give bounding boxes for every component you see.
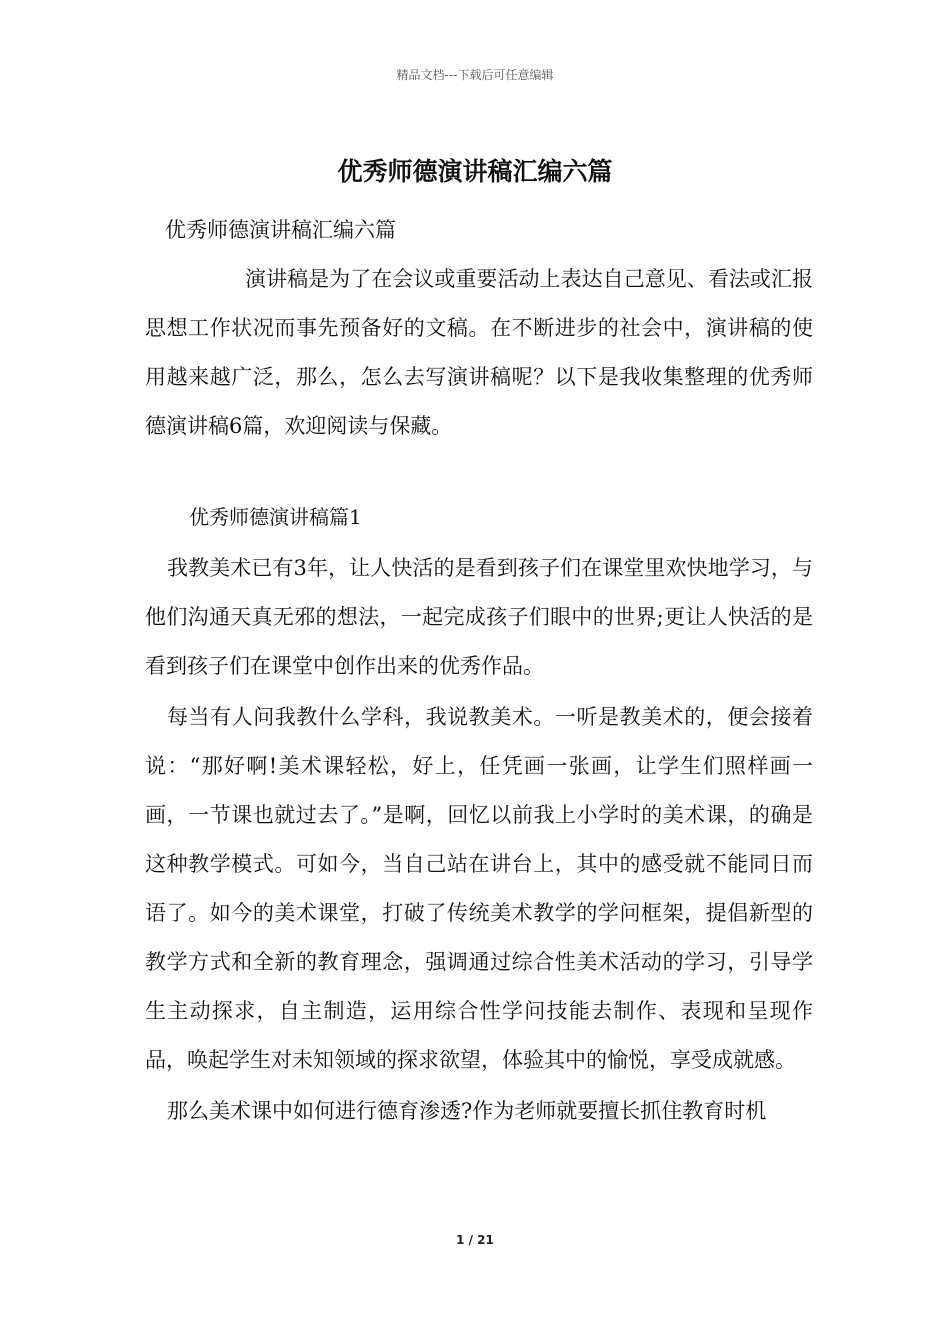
document-title: 优秀师德演讲稿汇编六篇	[337, 157, 613, 186]
document-subtitle: 优秀师德演讲稿汇编六篇	[165, 218, 396, 242]
body-paragraph: 我教美术已有3年，让人快活的是看到孩子们在课堂里欢快地学习，与他们沟通天真无邪的想法，一起完成孩子们眼中的世界;更让人快活的是看到孩子们在课堂中创作出来的优秀作品。	[145, 556, 813, 678]
body-paragraph: 那么美术课中如何进行德育渗透?作为老师就要擅长抓住教育时机	[167, 1099, 767, 1123]
body-paragraph: 每当有人问我教什么学科，我说教美术。一听是教美术的，便会接着说：“那好啊!美术课轻松，好上，任凭画一张画，让学生们照样画一画，一节课也就过去了。”是啊，回忆以前我上小学时的美术课，的确是这种教学模式。可如今，当自己站在讲台上，其中的感受就不能同日而语了。如今的美术课堂，打破了传统美术教学的学问框架，提倡新型的教学方式和全新的教育理念，强调通过综合性美术活动的学习，引导学生主动探求，自主制造，运用综合性学问技能去制作、表现和呈现作品，唤起学生对未知领域的探求欲望，体验其中的愉悦，享受成就感。	[145, 705, 813, 1072]
page-number: 1 / 21	[456, 1233, 494, 1247]
section-heading: 优秀师德演讲稿篇1	[189, 505, 362, 529]
document-body	[145, 206, 813, 1136]
page-header-note: 精品文档---下载后可任意编辑	[396, 68, 554, 82]
intro-paragraph: 演讲稿是为了在会议或重要活动上表达自己意见、看法或汇报思想工作状况而事先预备好的文稿。在不断进步的社会中，演讲稿的使用越来越广泛，那么，怎么去写演讲稿呢？以下是我收集整理的优秀师德演讲稿6篇，欢迎阅读与保藏。	[145, 267, 813, 438]
